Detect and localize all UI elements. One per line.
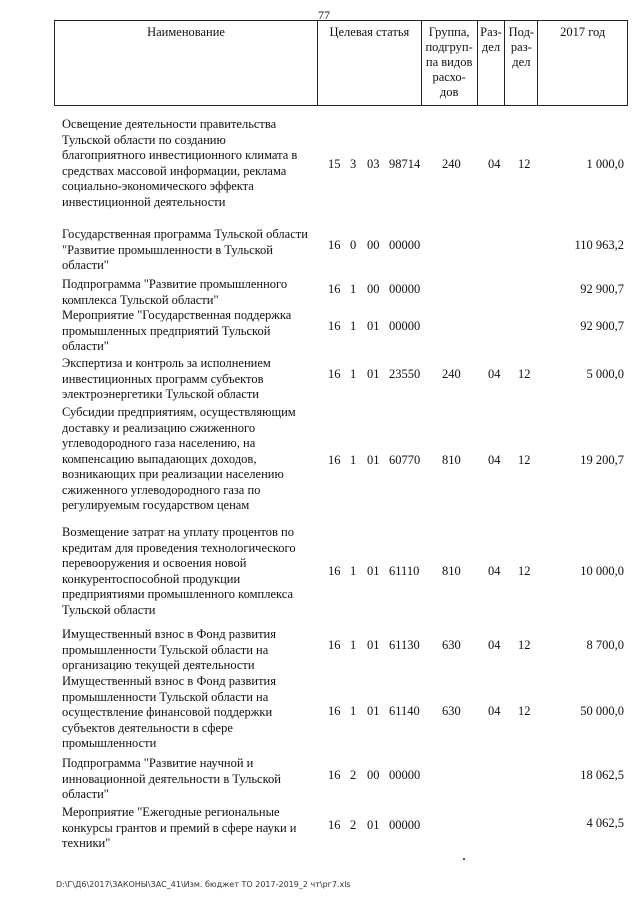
row-subsection: 12 [518, 453, 531, 467]
row-amount: 110 963,2 [574, 238, 624, 252]
row-subsection: 12 [518, 638, 531, 652]
row-name: Субсидии предприятиям, осуществляющим доставку и реализацию сжиженного углеводородного газа населению, на компенсацию выпадающих доходов, возникающих при реализации населению сжиженного углеводородного газа по регулируемым государством ценам [62, 405, 296, 512]
row-code-direction: 61110 [389, 564, 420, 578]
row-code-program: 15 [328, 157, 341, 171]
row-code-event: 00 [367, 238, 380, 252]
header-expense-group: Группа, подгруп- па видов расхо- дов [422, 21, 478, 105]
row-amount: 4 062,5 [586, 816, 624, 830]
row-subsection: 12 [518, 564, 531, 578]
row-section: 04 [488, 704, 501, 718]
row-code-program: 16 [328, 638, 341, 652]
row-group: 810 [442, 453, 461, 467]
row-amount: 19 200,7 [580, 453, 624, 467]
row-name: Освещение деятельности правительства Тульской области по созданию благоприятного инвестиционного климата в средствах массовой информации, реклама социально-экономического эффекта инвестиционной деятельности [62, 117, 298, 209]
row-code-event: 00 [367, 282, 380, 296]
row-code-subprogram: 1 [350, 704, 357, 718]
row-name: Имущественный взнос в Фонд развития промышленности Тульской области на осуществление финансовой поддержки субъектов деятельности в сфере промышленности [62, 674, 276, 750]
row-code-direction: 23550 [389, 367, 421, 381]
row-code-program: 16 [328, 768, 341, 782]
row-code-program: 16 [328, 564, 341, 578]
row-amount: 8 700,0 [586, 638, 624, 652]
row-code-event: 01 [367, 704, 380, 718]
header-section: Раз- дел [478, 21, 506, 105]
row-amount: 5 000,0 [586, 367, 624, 381]
row-code-subprogram: 1 [350, 453, 357, 467]
row-name: Мероприятие "Ежегодные региональные конкурсы грантов и премий в сфере науки и техники" [62, 805, 297, 850]
row-code-direction: 00000 [389, 282, 421, 296]
row-section: 04 [488, 564, 501, 578]
row-subsection: 12 [518, 157, 531, 171]
row-code-subprogram: 1 [350, 282, 357, 296]
row-section: 04 [488, 638, 501, 652]
row-code-direction: 61130 [389, 638, 420, 652]
row-name: Имущественный взнос в Фонд развития промышленности Тульской области на организацию текущей деятельности [62, 627, 276, 672]
row-amount: 1 000,0 [586, 157, 624, 171]
row-amount: 50 000,0 [580, 704, 624, 718]
header-name: Наименование [55, 21, 318, 105]
row-amount: 92 900,7 [580, 282, 624, 296]
row-code-subprogram: 1 [350, 319, 357, 333]
row-code-program: 16 [328, 453, 341, 467]
row-amount: 10 000,0 [580, 564, 624, 578]
row-code-direction: 00000 [389, 768, 421, 782]
row-code-subprogram: 1 [350, 564, 357, 578]
row-code-program: 16 [328, 367, 341, 381]
row-name: Государственная программа Тульской области "Развитие промышленности в Тульской области" [62, 227, 308, 272]
row-code-event: 03 [367, 157, 380, 171]
row-amount: 92 900,7 [580, 319, 624, 333]
row-code-subprogram: 3 [350, 157, 357, 171]
page-number: 77 [318, 8, 330, 22]
row-group: 630 [442, 638, 461, 652]
scan-dot [463, 858, 465, 860]
row-amount: 18 062,5 [580, 768, 624, 782]
row-code-subprogram: 0 [350, 238, 357, 252]
header-target-article: Целевая статья [318, 21, 422, 105]
row-name: Экспертиза и контроль за исполнением инвестиционных программ субъектов электроэнергетики Тульской области [62, 356, 271, 401]
row-name: Подпрограмма "Развитие промышленного комплекса Тульской области" [62, 277, 288, 307]
row-code-direction: 00000 [389, 818, 421, 832]
row-code-direction: 00000 [389, 238, 421, 252]
row-code-program: 16 [328, 282, 341, 296]
row-section: 04 [488, 367, 501, 381]
row-code-subprogram: 2 [350, 818, 357, 832]
row-code-program: 16 [328, 818, 341, 832]
row-subsection: 12 [518, 704, 531, 718]
header-subsection: Под- раз- дел [505, 21, 538, 105]
row-group: 240 [442, 367, 461, 381]
row-code-event: 01 [367, 367, 380, 381]
row-section: 04 [488, 157, 501, 171]
row-code-subprogram: 2 [350, 768, 357, 782]
file-path-footer: D:\Г\Д6\2017\ЗАКОНЫ\ЗАС_41\Изм. бюджет ТО 2017-2019_2 чт\рг7.xls [56, 880, 351, 889]
row-code-direction: 60770 [389, 453, 421, 467]
row-code-direction: 98714 [389, 157, 421, 171]
row-code-subprogram: 1 [350, 367, 357, 381]
row-code-event: 01 [367, 818, 380, 832]
row-code-event: 01 [367, 319, 380, 333]
header-year-2017: 2017 год [560, 25, 606, 39]
row-code-subprogram: 1 [350, 638, 357, 652]
row-name: Возмещение затрат на уплату процентов по кредитам для проведения технологического перевооружения и освоения новой конкурентоспособной продукции предприятиями промышленного комплекса Тульской области [62, 525, 296, 617]
row-code-event: 01 [367, 564, 380, 578]
row-group: 240 [442, 157, 461, 171]
row-name: Подпрограмма "Развитие научной и инновационной деятельности в Тульской области" [62, 756, 281, 801]
row-name: Мероприятие "Государственная поддержка промышленных предприятий Тульской области" [62, 308, 292, 353]
row-code-event: 01 [367, 638, 380, 652]
row-subsection: 12 [518, 367, 531, 381]
row-code-direction: 00000 [389, 319, 421, 333]
row-section: 04 [488, 453, 501, 467]
row-code-event: 00 [367, 768, 380, 782]
row-code-direction: 61140 [389, 704, 420, 718]
row-code-event: 01 [367, 453, 380, 467]
row-code-program: 16 [328, 704, 341, 718]
row-code-program: 16 [328, 238, 341, 252]
table-header [54, 20, 628, 106]
row-group: 630 [442, 704, 461, 718]
row-code-program: 16 [328, 319, 341, 333]
row-group: 810 [442, 564, 461, 578]
